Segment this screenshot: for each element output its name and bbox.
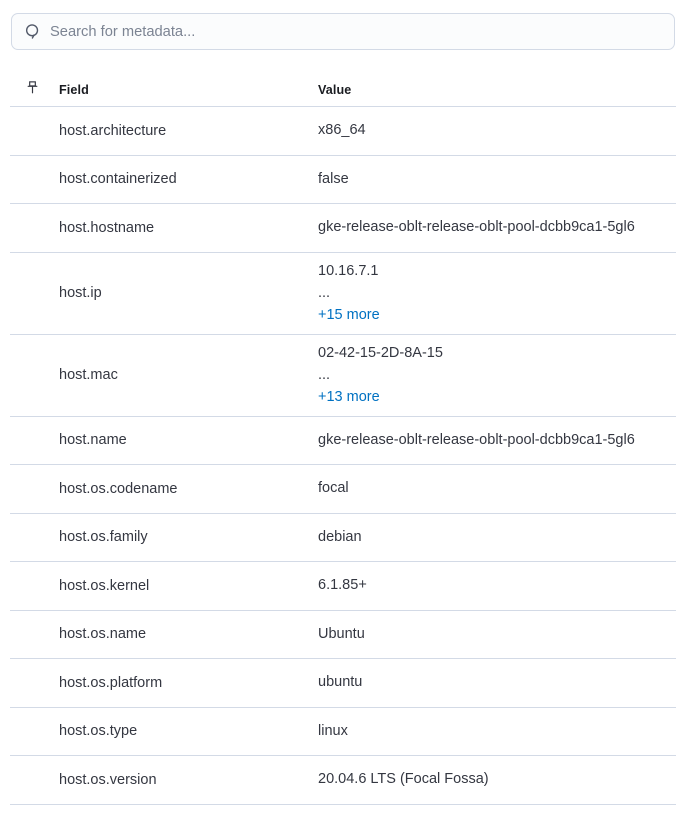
value-cell — [318, 161, 676, 198]
value-cell — [318, 519, 676, 556]
ellipsis-text: ... — [318, 284, 331, 301]
table-row — [10, 107, 676, 156]
field-value: 20.04.6 LTS (Focal Fossa) — [318, 771, 489, 788]
field-name: host.containerized — [59, 171, 177, 188]
value-cell — [318, 112, 676, 149]
field-name: host.os.name — [59, 626, 147, 643]
pin-column-header — [10, 80, 59, 100]
value-cell — [318, 470, 676, 507]
field-name: host.os.family — [59, 529, 148, 546]
ellipsis-text: ... — [318, 366, 331, 383]
table-row — [10, 756, 676, 805]
value-cell — [318, 616, 676, 653]
table-row — [10, 611, 676, 660]
field-value: gke-release-oblt-release-oblt-pool-dcbb9ca1-5gl6 — [318, 219, 635, 236]
metadata-panel — [0, 13, 684, 805]
table-row — [10, 335, 676, 417]
field-value: linux — [318, 722, 348, 739]
value-cell — [318, 422, 676, 459]
table-row — [10, 417, 676, 466]
field-value: debian — [318, 528, 362, 545]
show-more-link[interactable]: +13 more — [318, 388, 380, 405]
field-value: false — [318, 170, 349, 187]
value-column-header: Value — [318, 82, 352, 97]
metadata-search-box[interactable] — [11, 13, 675, 50]
field-value: focal — [318, 480, 349, 497]
pin-icon — [25, 80, 40, 100]
field-name: host.ip — [59, 285, 102, 301]
field-name: host.os.codename — [59, 480, 178, 497]
search-icon — [24, 23, 41, 40]
value-cell — [318, 713, 676, 750]
field-value: ubuntu — [318, 674, 363, 691]
value-cell — [318, 253, 676, 334]
value-cell — [318, 209, 676, 246]
field-name: host.hostname — [59, 219, 155, 236]
field-name: host.name — [59, 432, 127, 449]
field-column-header: Field — [59, 82, 89, 97]
table-header-row — [10, 73, 676, 107]
field-name: host.os.type — [59, 723, 138, 740]
field-value: 10.16.7.1 — [318, 262, 379, 279]
field-value: Ubuntu — [318, 625, 365, 642]
field-value: 6.1.85+ — [318, 577, 367, 594]
table-row — [10, 253, 676, 335]
metadata-table-body — [10, 107, 676, 805]
field-value: 02-42-15-2D-8A-15 — [318, 344, 443, 361]
value-cell — [318, 664, 676, 701]
field-name: host.os.version — [59, 771, 157, 788]
value-cell — [318, 335, 676, 416]
field-name: host.os.kernel — [59, 577, 150, 594]
table-row — [10, 204, 676, 253]
table-row — [10, 156, 676, 205]
field-value: gke-release-oblt-release-oblt-pool-dcbb9ca1-5gl6 — [318, 431, 635, 448]
table-row — [10, 562, 676, 611]
value-cell — [318, 761, 676, 798]
table-row — [10, 514, 676, 563]
search-input[interactable] — [50, 24, 662, 40]
field-value: x86_64 — [318, 122, 366, 139]
table-row — [10, 708, 676, 757]
field-name: host.mac — [59, 367, 118, 383]
table-row — [10, 465, 676, 514]
field-name: host.architecture — [59, 122, 167, 139]
field-name: host.os.platform — [59, 674, 163, 691]
value-cell — [318, 567, 676, 604]
table-row — [10, 659, 676, 708]
show-more-link[interactable]: +15 more — [318, 306, 380, 323]
metadata-table — [10, 73, 676, 805]
